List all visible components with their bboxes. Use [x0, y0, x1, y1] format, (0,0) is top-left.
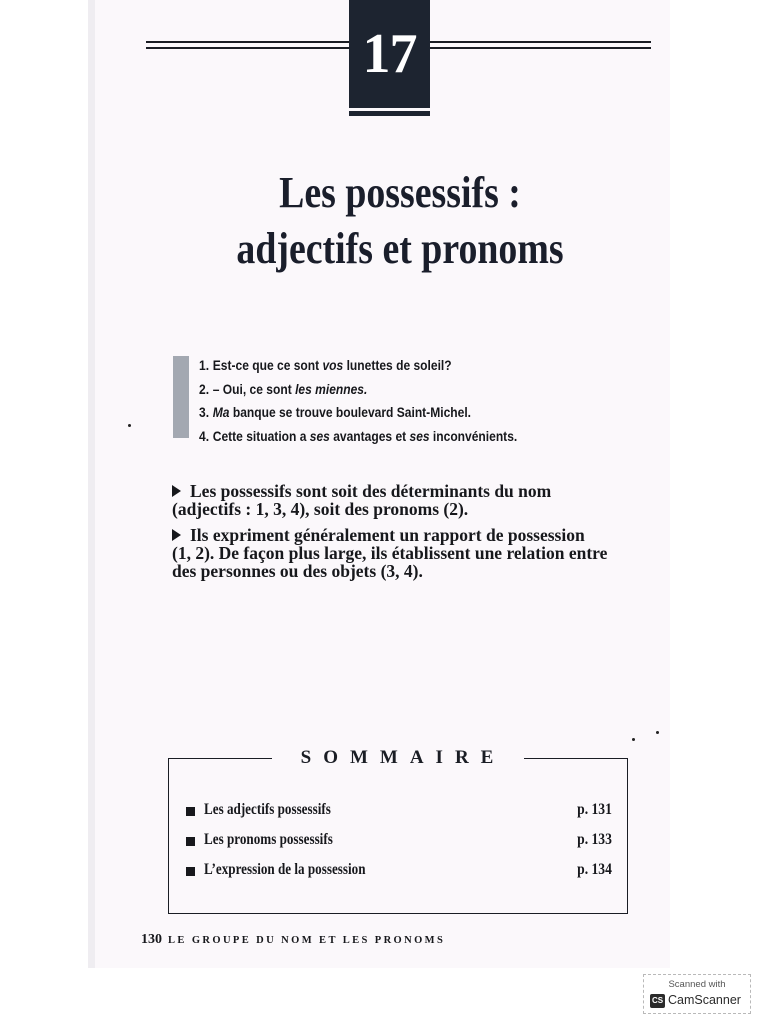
example-text: lunettes de soleil? — [343, 357, 452, 373]
sommaire-item-page: p. 133 — [577, 831, 612, 848]
example-emphasis: vos — [322, 357, 344, 373]
rule-text: des personnes ou des objets (3, 4). — [172, 561, 423, 581]
example-emphasis: Ma — [212, 404, 230, 420]
chapter-number-box — [349, 0, 430, 108]
sommaire-item[interactable] — [186, 831, 612, 853]
sommaire-item-page: p. 134 — [577, 861, 612, 878]
sommaire-item[interactable] — [186, 801, 612, 823]
rule-paragraph-1 — [172, 482, 632, 518]
scanned-with-label: Scanned with — [668, 979, 726, 990]
header-rule-right — [430, 41, 651, 49]
example-text: Cette situation a — [212, 427, 310, 444]
running-section-title: LE GROUPE DU NOM ET LES PRONOMS — [168, 935, 446, 946]
sommaire-item-label: Les adjectifs possessifs — [204, 801, 331, 818]
scan-speck — [128, 424, 131, 427]
chapter-title-line-1: Les possessifs : — [279, 168, 521, 217]
triangle-bullet-icon — [172, 485, 181, 497]
rule-text: (adjectifs : 1, 3, 4), soit des pronoms (2). — [172, 499, 469, 519]
square-bullet-icon — [186, 867, 195, 876]
example-emphasis: ses — [409, 427, 430, 444]
sommaire-item-label: L’expression de la possession — [204, 861, 366, 878]
example-line — [199, 425, 560, 449]
example-emphasis: les miennes. — [295, 380, 368, 397]
chapter-title-line-2: adjectifs et pronoms — [236, 224, 564, 273]
examples-side-bar — [173, 356, 189, 438]
sommaire-item-label: Les pronoms possessifs — [204, 831, 333, 848]
page-footer — [141, 930, 445, 948]
example-text: banque se trouve boulevard Saint-Michel. — [229, 404, 472, 420]
chapter-number-underline — [349, 111, 430, 116]
triangle-bullet-icon — [172, 529, 181, 541]
example-emphasis: ses — [309, 427, 330, 444]
example-number: 3. — [199, 404, 210, 420]
chapter-number: 17 — [362, 23, 417, 85]
square-bullet-icon — [186, 837, 195, 846]
camscanner-name: CamScanner — [668, 993, 741, 1007]
example-line — [199, 378, 560, 402]
example-number: 2. — [199, 380, 210, 397]
camscanner-watermark — [643, 974, 751, 1014]
sommaire-item[interactable] — [186, 861, 612, 883]
square-bullet-icon — [186, 807, 195, 816]
example-line — [199, 401, 560, 425]
example-number: 4. — [199, 427, 210, 444]
example-number: 1. — [199, 357, 210, 373]
sommaire-title: SOMMAIRE — [272, 747, 524, 769]
examples-list — [199, 354, 619, 448]
rule-text: (1, 2). De façon plus large, ils établissent une relation entre — [172, 543, 608, 563]
example-text: avantages et — [329, 427, 410, 444]
example-text: inconvénients. — [429, 427, 518, 444]
example-text: Est-ce que ce sont — [212, 357, 323, 373]
rule-paragraph-2 — [172, 526, 632, 580]
rule-text: Les possessifs sont soit des déterminants du nom — [190, 481, 552, 501]
example-text: – Oui, ce sont — [212, 380, 296, 397]
page-number: 130 — [141, 932, 162, 947]
sommaire-item-page: p. 131 — [577, 801, 612, 818]
scan-speck — [656, 731, 659, 734]
scan-speck — [632, 738, 635, 741]
chapter-title — [211, 165, 589, 277]
header-rule-left — [146, 41, 350, 49]
example-line — [199, 354, 560, 378]
rule-text: Ils expriment généralement un rapport de possession — [190, 525, 585, 545]
camscanner-logo-icon: CS — [650, 994, 665, 1008]
